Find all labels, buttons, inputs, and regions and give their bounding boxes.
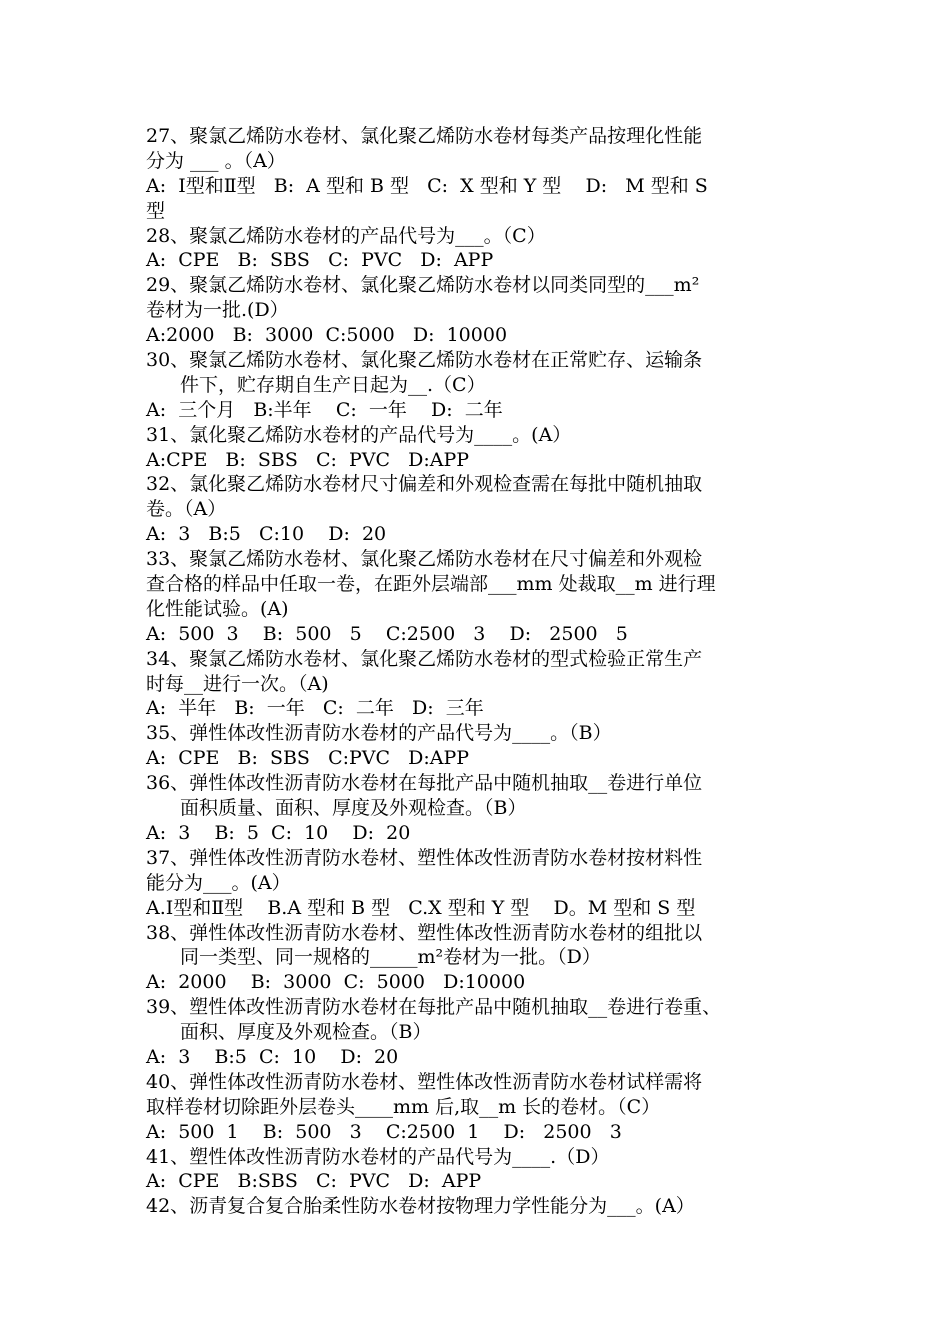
text-line: 时每__进行一次。（A) xyxy=(146,672,329,695)
text-line: 面积、厚度及外观检查。（B） xyxy=(180,1021,432,1044)
text-line: 42、沥青复合复合胎柔性防水卷材按物理力学性能分为___。(A） xyxy=(146,1195,695,1218)
text-line: 32、氯化聚乙烯防水卷材尺寸偏差和外观检查需在每批中随机抽取 xyxy=(146,473,703,496)
text-line: A: 3 B: 5 C: 10 D: 20 xyxy=(146,821,411,844)
text-line: 35、弹性体改性沥青防水卷材的产品代号为____。（B） xyxy=(146,722,612,745)
text-line: A: CPE B:SBS C: PVC D: APP xyxy=(146,1170,482,1193)
text-line: 面积质量、面积、厚度及外观检查。（B） xyxy=(180,797,527,820)
text-line: 29、聚氯乙烯防水卷材、氯化聚乙烯防水卷材以同类同型的___m² xyxy=(146,274,700,297)
text-line: 件下，贮存期自生产日起为__.（C） xyxy=(180,373,486,396)
text-line: 28、聚氯乙烯防水卷材的产品代号为___。（C） xyxy=(146,224,546,247)
text-line: A: 半年 B: 一年 C: 二年 D: 三年 xyxy=(146,697,484,720)
text-line: 卷材为一批.(D） xyxy=(146,299,289,322)
text-line: 34、聚氯乙烯防水卷材、氯化聚乙烯防水卷材的型式检验正常生产 xyxy=(146,647,703,670)
text-line: A: CPE B: SBS C: PVC D: APP xyxy=(146,249,494,272)
text-line: A: 三个月 B:半年 C: 一年 D: 二年 xyxy=(146,398,503,421)
text-line: A: Ⅰ型和Ⅱ型 B: A 型和 B 型 C: X 型和 Y 型 D: M 型和 S xyxy=(146,174,708,197)
text-line: 同一类型、同一规格的_____m²卷材为一批。（D） xyxy=(180,946,601,969)
text-line: 30、聚氯乙烯防水卷材、氯化聚乙烯防水卷材在正常贮存、运输条 xyxy=(146,349,703,372)
question-list xyxy=(146,124,836,1219)
text-line: 卷。（A） xyxy=(146,498,227,521)
text-line: A: 500 1 B: 500 3 C:2500 1 D: 2500 3 xyxy=(146,1120,622,1143)
text-line: A:2000 B: 3000 C:5000 D: 10000 xyxy=(146,324,508,347)
text-line: 36、弹性体改性沥青防水卷材在每批产品中随机抽取__卷进行单位 xyxy=(146,772,703,795)
text-line: 型 xyxy=(146,199,166,222)
text-line: 38、弹性体改性沥青防水卷材、塑性体改性沥青防水卷材的组批以 xyxy=(146,921,703,944)
text-line: A.Ⅰ型和Ⅱ型 B.A 型和 B 型 C.X 型和 Y 型 D。M 型和 S 型 xyxy=(146,896,696,919)
text-line: 27、聚氯乙烯防水卷材、氯化聚乙烯防水卷材每类产品按理化性能 xyxy=(146,125,703,147)
text-line: 化性能试验。(A) xyxy=(146,597,289,620)
text-line: A: 500 3 B: 500 5 C:2500 3 D: 2500 5 xyxy=(146,622,628,645)
text-line: 分为 ___ 。（A） xyxy=(146,149,286,172)
text-line: 37、弹性体改性沥青防水卷材、塑性体改性沥青防水卷材按材料性 xyxy=(146,846,703,869)
text-line: 取样卷材切除距外层卷头____mm 后,取__m 长的卷材。（C） xyxy=(146,1095,661,1118)
text-line: 能分为___。(A） xyxy=(146,871,291,894)
text-line: 31、氯化聚乙烯防水卷材的产品代号为____。(A） xyxy=(146,423,572,446)
text-line: 39、塑性体改性沥青防水卷材在每批产品中随机抽取__卷进行卷重、 xyxy=(146,996,722,1019)
text-line: 41、塑性体改性沥青防水卷材的产品代号为____.（D） xyxy=(146,1145,610,1168)
text-line: A: 3 B:5 C:10 D: 20 xyxy=(146,523,387,546)
text-line: 40、弹性体改性沥青防水卷材、塑性体改性沥青防水卷材试样需将 xyxy=(146,1070,703,1093)
text-line: A: CPE B: SBS C:PVC D:APP xyxy=(146,747,470,770)
text-line: 查合格的样品中任取一卷，在距外层端部___mm 处裁取__m 进行理 xyxy=(146,573,716,596)
text-line: A: 3 B:5 C: 10 D: 20 xyxy=(146,1045,399,1068)
text-line: A:CPE B: SBS C: PVC D:APP xyxy=(146,448,470,471)
text-line: 33、聚氯乙烯防水卷材、氯化聚乙烯防水卷材在尺寸偏差和外观检 xyxy=(146,548,703,571)
text-line: A: 2000 B: 3000 C: 5000 D:10000 xyxy=(146,971,526,994)
